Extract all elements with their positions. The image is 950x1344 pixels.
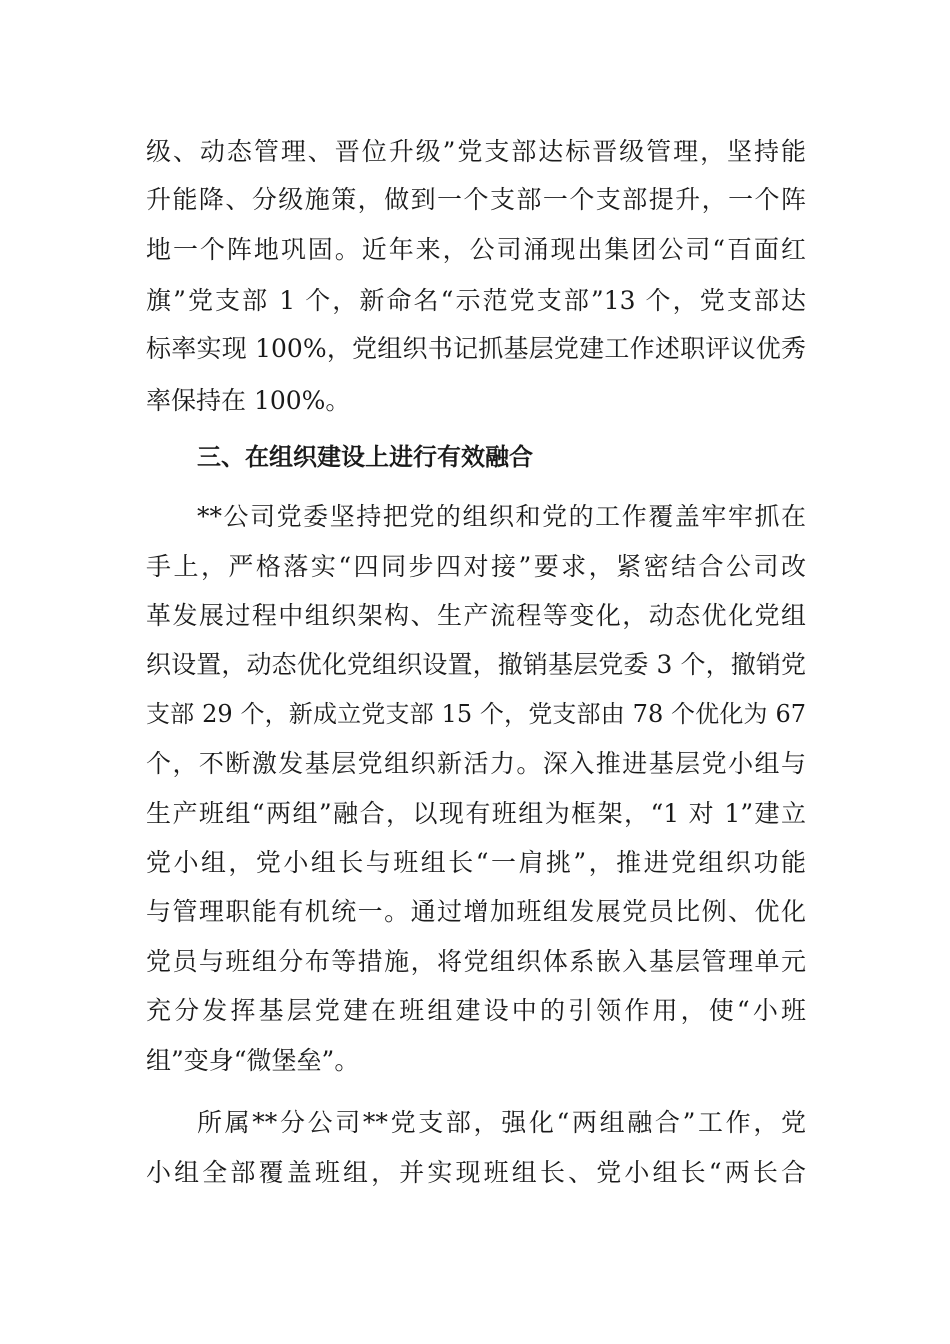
text-line: 支部 29 个，新成立党支部 15 个，党支部由 78 个优化为 67 bbox=[146, 700, 806, 728]
text-line: 标率实现 100%，党组织书记抓基层党建工作述职评议优秀 bbox=[146, 334, 806, 363]
text-line: 与管理职能有机统一。通过增加班组发展党员比例、优化 bbox=[146, 897, 806, 926]
section-heading: 三、在组织建设上进行有效融合 bbox=[197, 443, 533, 471]
text-line: 升能降、分级施策，做到一个支部一个支部提升，一个阵 bbox=[146, 185, 806, 214]
text-line: 革发展过程中组织架构、生产流程等变化，动态优化党组 bbox=[146, 601, 806, 630]
text-line: 旗”党支部 1 个，新命名“示范党支部”13 个，党支部达 bbox=[146, 286, 806, 315]
text-line: 党员与班组分布等措施，将党组织体系嵌入基层管理单元 bbox=[146, 947, 806, 976]
text-line: 手上，严格落实“四同步四对接”要求，紧密结合公司改 bbox=[146, 552, 806, 581]
text-line: 级、动态管理、晋位升级”党支部达标晋级管理，坚持能 bbox=[146, 137, 806, 166]
text-line: **公司党委坚持把党的组织和党的工作覆盖牢牢抓在 bbox=[197, 502, 806, 531]
text-line: 组”变身“微堡垒”。 bbox=[146, 1046, 360, 1075]
text-line: 地一个阵地巩固。近年来，公司涌现出集团公司“百面红 bbox=[146, 235, 806, 264]
text-line: 织设置，动态优化党组织设置，撤销基层党委 3 个，撤销党 bbox=[146, 650, 806, 679]
text-line: 党小组，党小组长与班组长“一肩挑”，推进党组织功能 bbox=[146, 848, 806, 877]
text-line: 生产班组“两组”融合，以现有班组为框架，“1 对 1”建立 bbox=[146, 799, 806, 828]
text-line: 率保持在 100%。 bbox=[146, 386, 351, 415]
text-line: 充分发挥基层党建在班组建设中的引领作用，使“小班 bbox=[146, 996, 806, 1025]
text-line: 小组全部覆盖班组，并实现班组长、党小组长“两长合 bbox=[146, 1158, 806, 1187]
text-line: 个，不断激发基层党组织新活力。深入推进基层党小组与 bbox=[146, 749, 806, 778]
text-line: 所属**分公司**党支部，强化“两组融合”工作，党 bbox=[197, 1108, 806, 1137]
